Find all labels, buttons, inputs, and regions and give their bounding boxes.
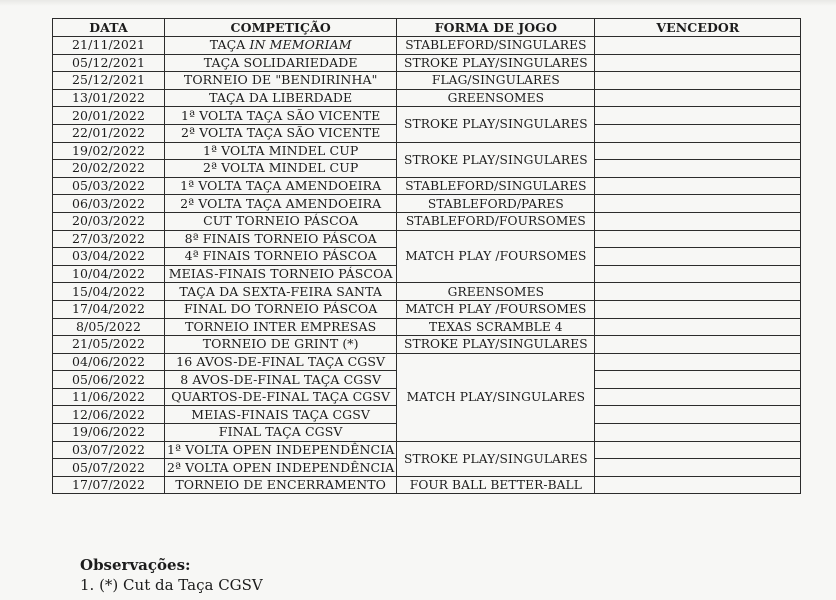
winner-cell xyxy=(595,230,801,248)
game-format-cell: FOUR BALL BETTER-BALL xyxy=(397,476,595,494)
competition-cell: FINAL TAÇA CGSV xyxy=(165,424,397,442)
game-format-cell: STROKE PLAY/SINGULARES xyxy=(397,441,595,476)
table-row xyxy=(53,54,801,72)
competition-cell: 1ª VOLTA TAÇA AMENDOEIRA xyxy=(165,177,397,195)
table-row xyxy=(53,107,801,125)
date-cell: 20/03/2022 xyxy=(53,212,165,230)
schedule-body xyxy=(53,37,801,494)
winner-cell xyxy=(595,212,801,230)
competition-cell: TAÇA SOLIDARIEDADE xyxy=(165,54,397,72)
game-format-cell: STROKE PLAY/SINGULARES xyxy=(397,142,595,177)
competition-cell: 16 AVOS-DE-FINAL TAÇA CGSV xyxy=(165,353,397,371)
game-format-cell: STABLEFORD/FOURSOMES xyxy=(397,212,595,230)
game-format-cell: GREENSOMES xyxy=(397,89,595,107)
date-cell: 20/01/2022 xyxy=(53,107,165,125)
winner-cell xyxy=(595,37,801,55)
date-cell: 03/04/2022 xyxy=(53,248,165,266)
header-vencedor: VENCEDOR xyxy=(595,19,801,37)
date-cell: 19/06/2022 xyxy=(53,424,165,442)
table-row xyxy=(53,89,801,107)
winner-cell xyxy=(595,441,801,459)
date-cell: 27/03/2022 xyxy=(53,230,165,248)
competition-cell: 8 AVOS-DE-FINAL TAÇA CGSV xyxy=(165,371,397,389)
competition-cell: 1ª VOLTA TAÇA SÃO VICENTE xyxy=(165,107,397,125)
table-row xyxy=(53,336,801,354)
date-cell: 05/07/2022 xyxy=(53,459,165,477)
date-cell: 19/02/2022 xyxy=(53,142,165,160)
competition-cell: CUT TORNEIO PÁSCOA xyxy=(165,212,397,230)
winner-cell xyxy=(595,89,801,107)
date-cell: 13/01/2022 xyxy=(53,89,165,107)
game-format-cell: MATCH PLAY /FOURSOMES xyxy=(397,230,595,283)
game-format-cell: STABLEFORD/SINGULARES xyxy=(397,37,595,55)
competition-cell: TORNEIO INTER EMPRESAS xyxy=(165,318,397,336)
game-format-cell: TEXAS SCRAMBLE 4 xyxy=(397,318,595,336)
date-cell: 21/11/2021 xyxy=(53,37,165,55)
date-cell: 12/06/2022 xyxy=(53,406,165,424)
winner-cell xyxy=(595,371,801,389)
game-format-cell: STABLEFORD/PARES xyxy=(397,195,595,213)
competition-name-prefix: TAÇA xyxy=(209,37,250,53)
date-cell: 05/03/2022 xyxy=(53,177,165,195)
table-row xyxy=(53,300,801,318)
competition-name-italic: IN MEMORIAM xyxy=(249,37,352,53)
table-row xyxy=(53,230,801,248)
winner-cell xyxy=(595,336,801,354)
date-cell: 05/06/2022 xyxy=(53,371,165,389)
winner-cell xyxy=(595,424,801,442)
competition-cell: MEIAS-FINAIS TORNEIO PÁSCOA xyxy=(165,265,397,283)
header-data: DATA xyxy=(53,19,165,37)
competition-cell: 2ª VOLTA OPEN INDEPENDÊNCIA xyxy=(165,459,397,477)
date-cell: 17/07/2022 xyxy=(53,476,165,494)
winner-cell xyxy=(595,265,801,283)
competition-cell: MEIAS-FINAIS TAÇA CGSV xyxy=(165,406,397,424)
table-row xyxy=(53,441,801,459)
header-forma-de-jogo: FORMA DE JOGO xyxy=(397,19,595,37)
game-format-cell: STROKE PLAY/SINGULARES xyxy=(397,336,595,354)
date-cell: 8/05/2022 xyxy=(53,318,165,336)
date-cell: 04/06/2022 xyxy=(53,353,165,371)
date-cell: 03/07/2022 xyxy=(53,441,165,459)
competition-schedule-table xyxy=(52,18,801,494)
table-row xyxy=(53,353,801,371)
competition-cell: FINAL DO TORNEIO PÁSCOA xyxy=(165,300,397,318)
date-cell: 20/02/2022 xyxy=(53,160,165,178)
date-cell: 11/06/2022 xyxy=(53,388,165,406)
table-row xyxy=(53,476,801,494)
competition-cell: TORNEIO DE ENCERRAMENTO xyxy=(165,476,397,494)
winner-cell xyxy=(595,248,801,266)
winner-cell xyxy=(595,300,801,318)
competition-cell: 2ª VOLTA TAÇA SÃO VICENTE xyxy=(165,124,397,142)
game-format-cell: STROKE PLAY/SINGULARES xyxy=(397,54,595,72)
date-cell: 15/04/2022 xyxy=(53,283,165,301)
winner-cell xyxy=(595,195,801,213)
date-cell: 05/12/2021 xyxy=(53,54,165,72)
date-cell: 17/04/2022 xyxy=(53,300,165,318)
competition-cell: 2ª VOLTA MINDEL CUP xyxy=(165,160,397,178)
competition-cell: TORNEIO DE GRINT (*) xyxy=(165,336,397,354)
competition-cell: TAÇA DA LIBERDADE xyxy=(165,89,397,107)
table-row xyxy=(53,212,801,230)
competition-cell xyxy=(165,37,397,55)
observations-section xyxy=(80,556,263,594)
winner-cell xyxy=(595,72,801,90)
competition-cell: 8ª FINAIS TORNEIO PÁSCOA xyxy=(165,230,397,248)
competition-cell: TAÇA DA SEXTA-FEIRA SANTA xyxy=(165,283,397,301)
table-header-row xyxy=(53,19,801,37)
winner-cell xyxy=(595,476,801,494)
winner-cell xyxy=(595,353,801,371)
winner-cell xyxy=(595,160,801,178)
observation-item: 1. (*) Cut da Taça CGSV xyxy=(80,576,263,594)
winner-cell xyxy=(595,177,801,195)
date-cell: 10/04/2022 xyxy=(53,265,165,283)
competition-cell: 1ª VOLTA MINDEL CUP xyxy=(165,142,397,160)
competition-cell: TORNEIO DE "BENDIRINHA" xyxy=(165,72,397,90)
table-row xyxy=(53,142,801,160)
table-row xyxy=(53,37,801,55)
table-row xyxy=(53,318,801,336)
winner-cell xyxy=(595,107,801,125)
date-cell: 21/05/2022 xyxy=(53,336,165,354)
table-row xyxy=(53,195,801,213)
page-top-edge xyxy=(0,0,836,6)
winner-cell xyxy=(595,283,801,301)
winner-cell xyxy=(595,124,801,142)
competition-cell: 4ª FINAIS TORNEIO PÁSCOA xyxy=(165,248,397,266)
winner-cell xyxy=(595,406,801,424)
header-competicao: COMPETIÇÃO xyxy=(165,19,397,37)
table-row xyxy=(53,177,801,195)
winner-cell xyxy=(595,388,801,406)
game-format-cell: GREENSOMES xyxy=(397,283,595,301)
game-format-cell: STABLEFORD/SINGULARES xyxy=(397,177,595,195)
date-cell: 25/12/2021 xyxy=(53,72,165,90)
winner-cell xyxy=(595,459,801,477)
winner-cell xyxy=(595,54,801,72)
winner-cell xyxy=(595,318,801,336)
date-cell: 06/03/2022 xyxy=(53,195,165,213)
date-cell: 22/01/2022 xyxy=(53,124,165,142)
competition-cell: QUARTOS-DE-FINAL TAÇA CGSV xyxy=(165,388,397,406)
observations-title: Observações: xyxy=(80,556,191,574)
game-format-cell: MATCH PLAY/SINGULARES xyxy=(397,353,595,441)
game-format-cell: MATCH PLAY /FOURSOMES xyxy=(397,300,595,318)
competition-cell: 1ª VOLTA OPEN INDEPENDÊNCIA xyxy=(165,441,397,459)
winner-cell xyxy=(595,142,801,160)
game-format-cell: FLAG/SINGULARES xyxy=(397,72,595,90)
competition-cell: 2ª VOLTA TAÇA AMENDOEIRA xyxy=(165,195,397,213)
game-format-cell: STROKE PLAY/SINGULARES xyxy=(397,107,595,142)
table-row xyxy=(53,72,801,90)
table-row xyxy=(53,283,801,301)
